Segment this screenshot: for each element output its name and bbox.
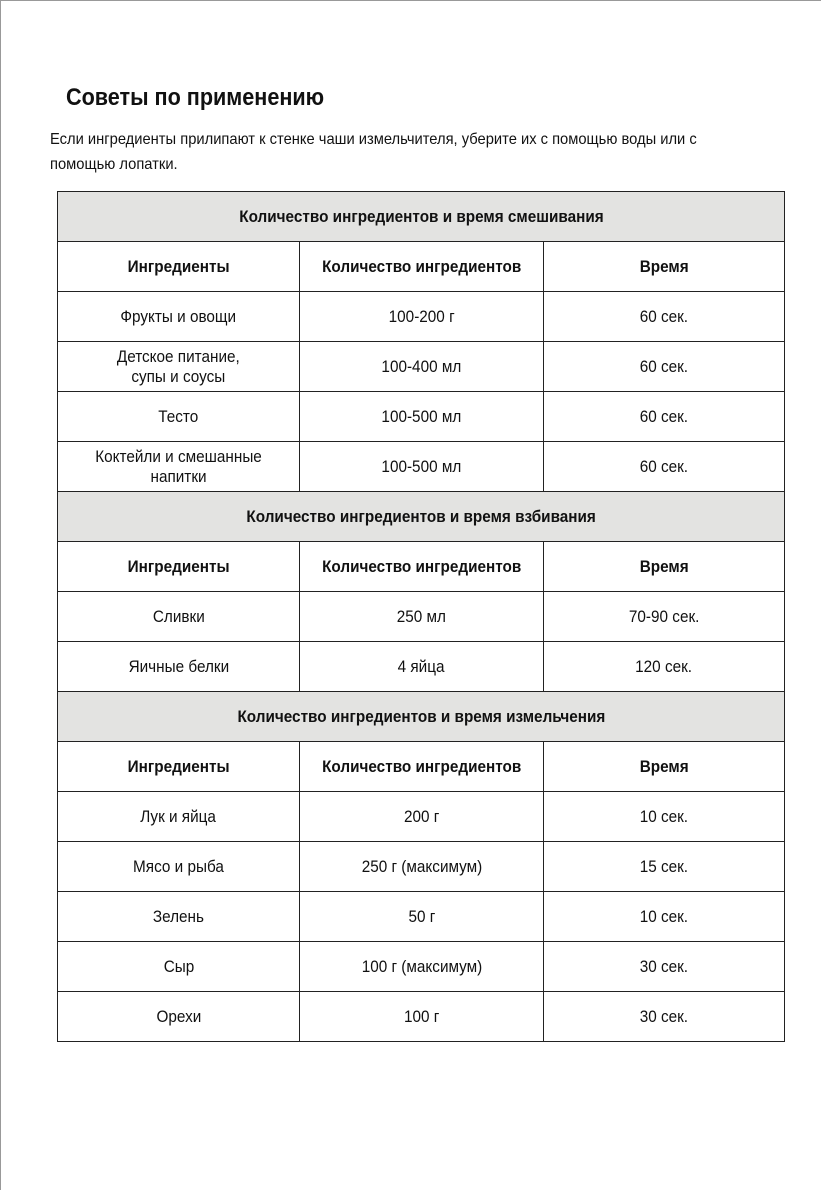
ingredient-cell-text: Коктейли и смешанные напитки (95, 446, 262, 486)
ingredient-cell-text: Мясо и рыба (133, 856, 224, 876)
ingredient-cell (58, 342, 300, 392)
table-row (58, 592, 785, 642)
time-cell-text: 70-90 сек. (628, 606, 700, 626)
ingredient-cell (58, 842, 300, 892)
column-header-row (58, 742, 785, 792)
time-cell-text: 120 сек. (635, 656, 693, 676)
time-cell (544, 642, 785, 692)
ingredient-cell-text: Детское питание, супы и соусы (117, 346, 240, 386)
column-header-amount-text: Количество ингредиентов (321, 556, 522, 576)
section-header (58, 192, 785, 242)
section-header (58, 492, 785, 542)
amount-cell-text: 4 яйца (398, 656, 445, 676)
ingredient-cell (58, 792, 300, 842)
section-title (58, 192, 785, 242)
column-header-time-text: Время (639, 256, 689, 276)
time-cell-text: 15 сек. (639, 856, 689, 876)
time-cell (544, 292, 785, 342)
amount-cell-text: 100 г (максимум) (361, 956, 482, 976)
column-header-time (544, 742, 785, 792)
amount-cell-text: 50 г (408, 906, 435, 926)
time-cell-text: 60 сек. (639, 456, 689, 476)
amount-cell-text: 200 г (403, 806, 440, 826)
ingredient-cell (58, 592, 300, 642)
column-header-row (58, 542, 785, 592)
table-row (58, 392, 785, 442)
table-row (58, 992, 785, 1042)
column-header-ingredients-text: Ингредиенты (127, 756, 230, 776)
section-header (58, 692, 785, 742)
time-cell-text: 60 сек. (639, 356, 689, 376)
table-row (58, 942, 785, 992)
time-cell-text: 60 сек. (639, 306, 689, 326)
column-header-time (544, 242, 785, 292)
page-title: Советы по применению (66, 84, 325, 111)
table-row (58, 342, 785, 392)
section-title (58, 492, 785, 542)
section-title (58, 692, 785, 742)
column-header-time-text: Время (639, 556, 689, 576)
time-cell-text: 30 сек. (639, 956, 689, 976)
column-header-amount (300, 242, 544, 292)
time-cell-text: 60 сек. (639, 406, 689, 426)
ingredient-cell-text: Орехи (156, 1006, 201, 1026)
intro-text: Если ингредиенты прилипают к стенке чаши измельчителя, уберите их с помощью воды или с помощью лопатки. (50, 131, 697, 173)
section-title-text: Количество ингредиентов и время смешивания (238, 206, 604, 226)
amount-cell (300, 592, 544, 642)
table-row (58, 842, 785, 892)
ingredient-cell (58, 892, 300, 942)
amount-cell (300, 442, 544, 492)
ingredient-cell-text: Зелень (152, 906, 205, 926)
ingredient-cell (58, 642, 300, 692)
amount-cell-text: 100-500 мл (381, 456, 462, 476)
time-cell (544, 842, 785, 892)
amount-cell-text: 100-500 мл (381, 406, 462, 426)
ingredient-cell (58, 392, 300, 442)
amount-cell-text: 100-200 г (388, 306, 455, 326)
amount-cell-text: 250 мл (396, 606, 447, 626)
amount-cell-text: 250 г (максимум) (361, 856, 482, 876)
amount-cell (300, 942, 544, 992)
column-header-time-text: Время (639, 756, 689, 776)
ingredient-cell (58, 992, 300, 1042)
amount-cell (300, 342, 544, 392)
column-header-ingredients-text: Ингредиенты (127, 556, 230, 576)
table-row (58, 642, 785, 692)
time-cell (544, 892, 785, 942)
column-header-amount-text: Количество ингредиентов (321, 256, 522, 276)
ingredient-cell-text: Лук и яйца (140, 806, 217, 826)
ingredient-cell-text: Фрукты и овощи (120, 306, 237, 326)
column-header-ingredients (58, 742, 300, 792)
column-header-ingredients (58, 242, 300, 292)
amount-cell (300, 892, 544, 942)
ingredient-cell (58, 442, 300, 492)
ingredients-table (57, 191, 785, 1042)
amount-cell (300, 392, 544, 442)
time-cell-text: 30 сек. (639, 1006, 689, 1026)
ingredient-cell (58, 292, 300, 342)
ingredient-cell-text: Сыр (163, 956, 194, 976)
ingredient-cell-text: Тесто (158, 406, 199, 426)
column-header-amount (300, 542, 544, 592)
column-header-row (58, 242, 785, 292)
amount-cell (300, 292, 544, 342)
table-row (58, 792, 785, 842)
ingredient-cell-text: Сливки (152, 606, 205, 626)
amount-cell-text: 100 г (403, 1006, 440, 1026)
time-cell (544, 992, 785, 1042)
column-header-time (544, 542, 785, 592)
table-row (58, 892, 785, 942)
column-header-ingredients (58, 542, 300, 592)
time-cell (544, 392, 785, 442)
ingredient-cell-text: Яичные белки (128, 656, 229, 676)
section-title-text: Количество ингредиентов и время взбивания (246, 506, 596, 526)
time-cell (544, 592, 785, 642)
amount-cell-text: 100-400 мл (381, 356, 462, 376)
column-header-amount (300, 742, 544, 792)
time-cell (544, 792, 785, 842)
column-header-ingredients-text: Ингредиенты (127, 256, 230, 276)
section-title-text: Количество ингредиентов и время измельчения (237, 706, 605, 726)
amount-cell (300, 642, 544, 692)
time-cell (544, 942, 785, 992)
ingredient-cell (58, 942, 300, 992)
amount-cell (300, 792, 544, 842)
table-row (58, 292, 785, 342)
time-cell (544, 442, 785, 492)
column-header-amount-text: Количество ингредиентов (321, 756, 522, 776)
time-cell (544, 342, 785, 392)
amount-cell (300, 992, 544, 1042)
table-row (58, 442, 785, 492)
amount-cell (300, 842, 544, 892)
time-cell-text: 10 сек. (639, 906, 689, 926)
time-cell-text: 10 сек. (639, 806, 689, 826)
